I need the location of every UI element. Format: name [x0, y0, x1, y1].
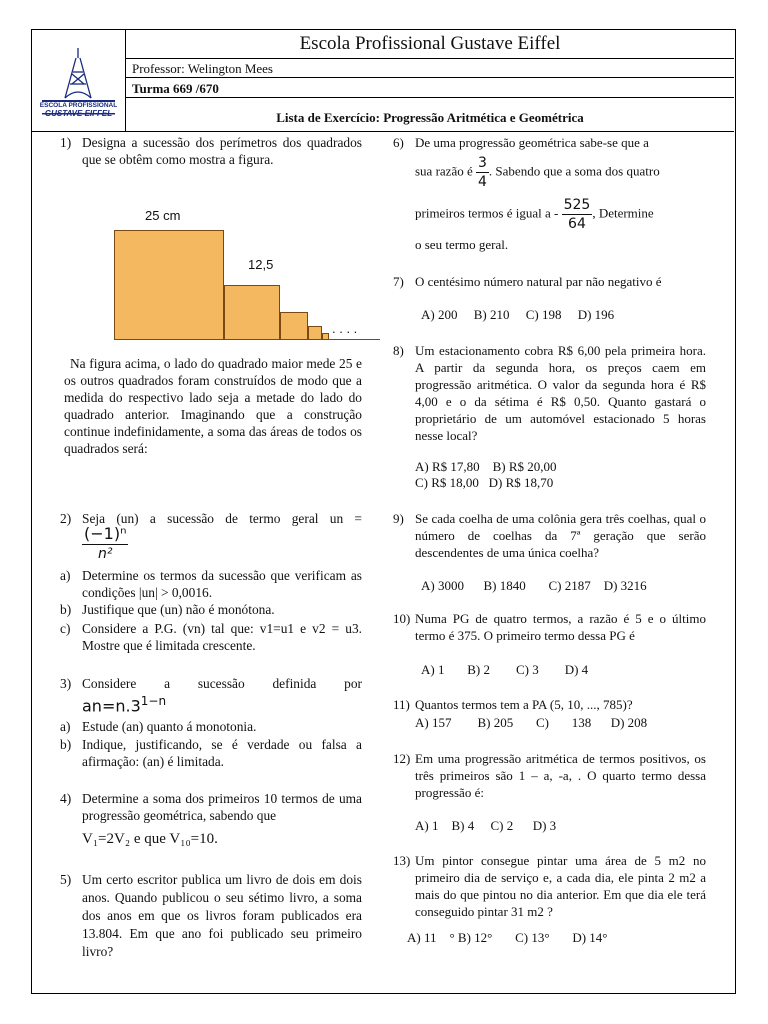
ratio-numerator: 3	[478, 155, 487, 171]
left-column	[60, 134, 362, 974]
question-number: 10)	[393, 611, 411, 626]
sum-continuation: , Determine	[592, 205, 654, 221]
sum-denominator: 64	[568, 216, 586, 232]
question-text: Se cada coelha de uma colônia gera três coelhas, qual o número de coelhas da 7ª geração que serão descendentes de uma única coelha?	[415, 511, 706, 560]
question-8-options-1: A) R$ 17,80 B) R$ 20,00	[415, 459, 557, 474]
figure-dots: . . . .	[332, 321, 358, 336]
figure-baseline	[114, 339, 380, 340]
question-13-options: A) 11 ° B) 12° C) 13° D) 14°	[407, 930, 608, 945]
question-text: Seja (un) a sucessão de termo geral un =	[82, 511, 362, 526]
squares-figure	[110, 206, 390, 338]
question-number: 3)	[60, 676, 72, 691]
square-2	[224, 285, 280, 340]
question-2-item-b: Justifique que (un) não é monótona.	[82, 602, 275, 617]
item-label-a: a)	[60, 719, 71, 734]
question-text: Quantos termos tem a PA (5, 10, ..., 785)?	[415, 697, 633, 712]
figure-label-12-5: 12,5	[248, 257, 274, 272]
question-9-options: A) 3000 B) 1840 C) 2187 D) 3216	[421, 578, 647, 593]
question-number: 2)	[60, 511, 72, 526]
sum-numerator: 525	[563, 197, 591, 213]
ratio-continuation: . Sabendo que a soma dos quatro	[488, 163, 660, 179]
formula-denominator: n²	[97, 546, 113, 562]
question-text: Um estacionamento cobra R$ 6,00 pela primeira hora. A partir da segunda hora, os preços caem em progressão aritmética. O valor da segunda hora é R$ 4,00 e o da sétima é R$ 0,50. Quanto gastará o proprietário de um automóvel estacionado 5 horas nesse local?	[415, 343, 706, 443]
sum-fraction	[562, 196, 593, 233]
question-number: 7)	[393, 274, 404, 289]
question-2-formula	[82, 524, 128, 563]
question-number: 6)	[393, 135, 404, 150]
ratio-fraction	[476, 154, 489, 191]
question-12-options: A) 1 B) 4 C) 2 D) 3	[415, 818, 557, 833]
question-text: Considere a sucessão definida por	[82, 676, 362, 691]
square-1	[114, 230, 224, 340]
school-logo	[32, 30, 126, 131]
question-number: 12)	[393, 751, 411, 766]
question-number: 9)	[393, 511, 404, 526]
question-text: Determine a soma dos primeiros 10 termos de uma progressão geométrica, sabendo que	[82, 791, 362, 823]
question-3-item-a: Estude (an) quanto á monotonia.	[82, 719, 257, 734]
class-name: Turma 669 /670	[126, 79, 734, 98]
formula-exponent: 1−n	[140, 694, 167, 708]
item-label-c: c)	[60, 621, 71, 636]
question-3-item-b: Indique, justificando, se é verdade ou falsa a afirmação: (an) é limitada.	[82, 737, 362, 769]
question-text: Um pintor consegue pintar uma área de 5 m2 no primeiro dia de serviço e, a cada dia, ele pinta 2 m2 a mais do que pintou no dia anterior. Em que dia ele terá conseguido pintar 31 m2 ?	[415, 853, 706, 919]
question-text: Numa PG de quatro termos, a razão é 5 e o último termo é 375. O primeiro termo dessa PG é	[415, 611, 706, 643]
question-number: 4)	[60, 791, 72, 806]
question-text: Um certo escritor publica um livro de dois em dois anos. Quando publicou o seu sétimo livro, a soma dos anos em que os livros foram publicados era 13.804. Em que ano foi publicado seu primeiro livro?	[82, 872, 362, 959]
question-6-line-3	[415, 196, 706, 233]
item-label-b: b)	[60, 737, 72, 752]
ratio-denominator: 4	[478, 174, 487, 190]
question-text: Em uma progressão aritmética de termos positivos, os três primeiros são 1 – a, -a, . O quarto termo dessa progressão é:	[415, 751, 706, 800]
question-1-paragraph: Na figura acima, o lado do quadrado maior mede 25 e os outros quadrados foram construídos de modo que a medida do respectivo lado seja a metade do lado do quadrado anterior. Imaginando que a construção continue indefinidamente, a soma das áreas de todos os quadrados será:	[64, 356, 362, 456]
question-number: 8)	[393, 343, 404, 358]
logo-text-line2: GUSTAVE EIFFEL	[44, 109, 113, 118]
figure-label-25cm: 25 cm	[145, 208, 181, 223]
question-text: O centésimo número natural par não negativo é	[415, 274, 662, 289]
sum-intro: primeiros termos é igual a -	[415, 205, 559, 221]
question-text: Designa a sucessão dos perímetros dos quadrados que se obtêm como mostra a figura.	[82, 135, 362, 167]
question-7-options: A) 200 B) 210 C) 198 D) 196	[421, 307, 615, 322]
question-number: 11)	[393, 697, 410, 712]
question-6-line-1: De uma progressão geométrica sabe-se que a	[415, 135, 649, 150]
question-number: 1)	[60, 135, 72, 150]
professor-name: Professor: Welington Mees	[126, 59, 734, 78]
question-number: 13)	[393, 853, 411, 868]
question-4-formula: V₁=2V₂ e que V₁₀=10.	[82, 831, 218, 847]
question-3-formula	[82, 693, 166, 714]
question-2-item-c: Considere a P.G. (vn) tal que: v1=u1 e v2 = u3. Mostre que é limitada crescente.	[82, 621, 362, 653]
item-label-a: a)	[60, 568, 71, 583]
formula-base: an=n.3	[82, 696, 141, 716]
school-name: Escola Profissional Gustave Eiffel	[126, 30, 734, 59]
ratio-intro: sua razão é	[415, 163, 473, 179]
question-11-options: A) 157 B) 205 C) 138 D) 208	[415, 715, 648, 730]
header-table	[32, 30, 734, 132]
list-title: Lista de Exercício: Progressão Aritmética e Geométrica	[276, 110, 584, 125]
question-6-line-2	[415, 154, 706, 191]
question-number: 5)	[60, 872, 72, 887]
right-column	[393, 134, 706, 974]
formula-numerator: (−1)ⁿ	[84, 524, 127, 543]
question-10-options: A) 1 B) 2 C) 3 D) 4	[421, 662, 589, 677]
square-3	[280, 312, 308, 340]
question-2-item-a: Determine os termos da sucessão que verificam as condições |un| > 0,0016.	[82, 568, 362, 600]
item-label-b: b)	[60, 602, 72, 617]
square-4	[308, 326, 322, 340]
question-6-line-4: o seu termo geral.	[415, 237, 509, 252]
logo-text-line1: ESCOLA PROFISSIONAL	[39, 102, 118, 109]
question-8-options-2: C) R$ 18,00 D) R$ 18,70	[415, 475, 554, 490]
